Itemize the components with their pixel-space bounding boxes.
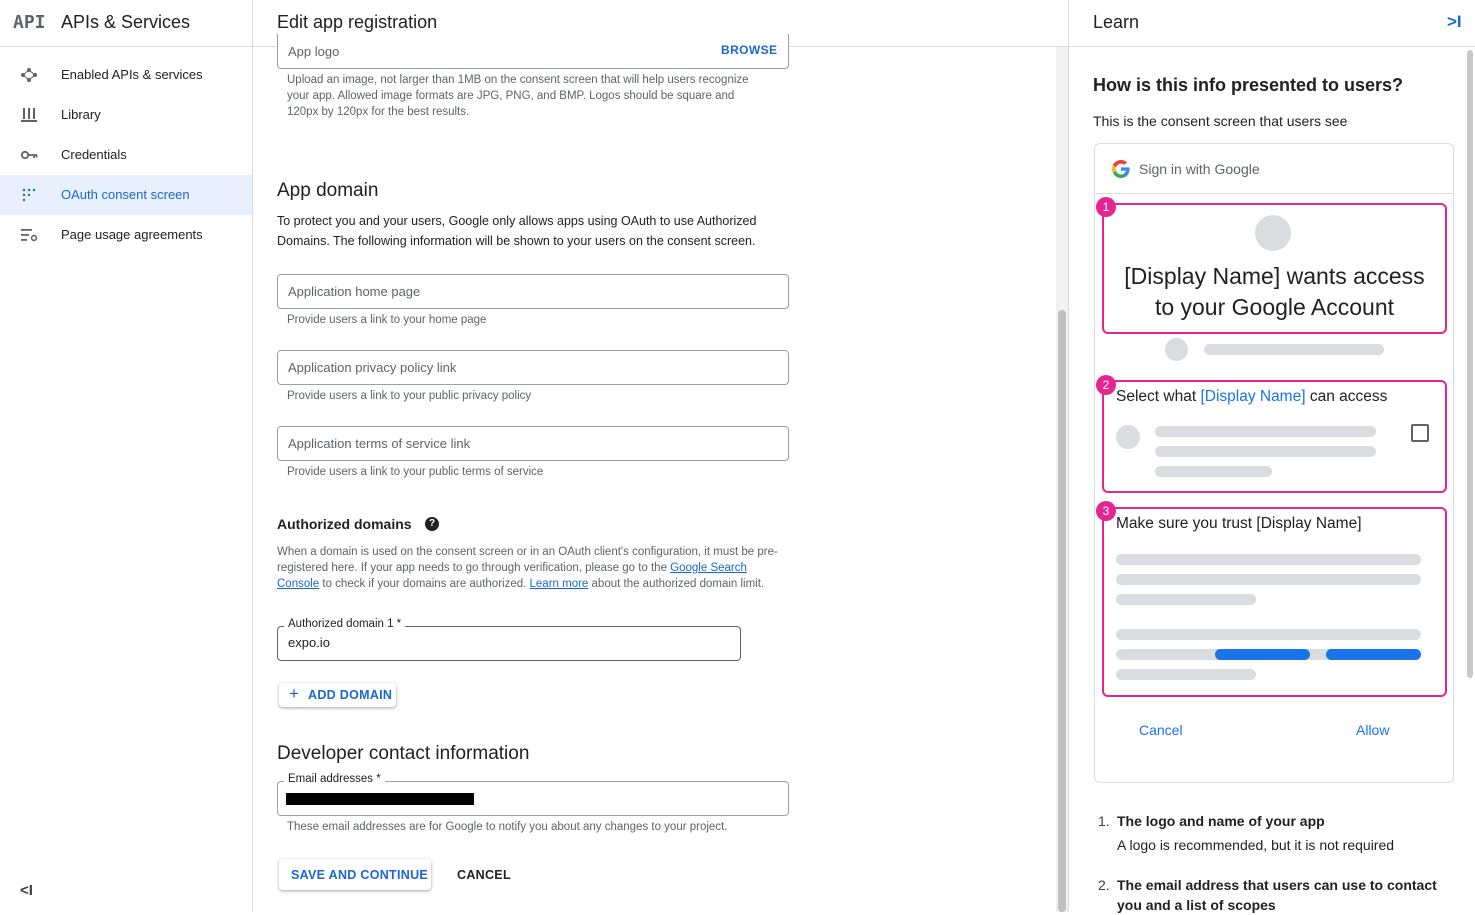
sidebar-item-oauth-consent[interactable] [0, 175, 252, 215]
redacted-email-chip [286, 793, 474, 805]
email-addresses-input[interactable] [277, 773, 789, 816]
close-panel-icon[interactable]: >I [1447, 12, 1462, 31]
learn-panel [1068, 0, 1475, 912]
privacy-link-placeholder [1215, 649, 1310, 660]
authorized-domains-description [277, 544, 792, 592]
sidebar-item-label: Page usage agreements [61, 227, 203, 242]
preview-allow-button: Allow [1356, 722, 1390, 738]
developer-contact-heading: Developer contact information [277, 743, 530, 764]
learn-header [1069, 0, 1475, 47]
checkbox-icon [1411, 424, 1429, 442]
learn-heading: How is this info presented to users? [1093, 75, 1404, 95]
save-and-continue-button[interactable] [279, 859, 431, 890]
terms-of-service-input[interactable] [277, 426, 789, 461]
placeholder-bar [1116, 629, 1421, 640]
app-logo-label: App logo [288, 44, 340, 59]
sidebar-item-enabled-apis[interactable] [0, 55, 252, 95]
settings-list-icon [20, 227, 38, 243]
logo-placeholder [1255, 215, 1291, 251]
page-title: Edit app registration [277, 12, 438, 32]
browse-button[interactable]: BROWSE [721, 43, 778, 57]
authorized-domain-input[interactable] [277, 618, 741, 661]
sidebar-item-page-usage[interactable] [0, 215, 252, 255]
terms-placeholder: Application terms of service link [288, 436, 471, 451]
email-placeholder-bar [1204, 344, 1384, 355]
scope-icon-placeholder [1116, 425, 1140, 449]
learn-more-link[interactable]: Learn more [529, 578, 589, 590]
authorized-domains-heading: Authorized domains [277, 516, 412, 532]
home-page-input[interactable] [277, 274, 789, 309]
privacy-policy-hint: Provide users a link to your public privacy policy [287, 390, 532, 402]
dots-grid-icon [20, 187, 38, 203]
signin-text: Sign in with Google [1139, 161, 1260, 177]
list-number: 2. [1098, 877, 1110, 893]
api-logo: API [13, 12, 46, 33]
sidebar-item-label: Library [61, 107, 101, 122]
list-number: 1. [1098, 813, 1110, 829]
placeholder-bar [1116, 669, 1256, 680]
sidebar [0, 0, 253, 912]
list-item-title: The email address that users can use to contact you and a list of scopes [1117, 877, 1437, 913]
authorized-domain-label: Authorized domain 1 * [284, 618, 405, 630]
home-page-placeholder: Application home page [288, 284, 421, 299]
list-item-title: The logo and name of your app [1117, 813, 1325, 829]
placeholder-bar [1155, 446, 1376, 457]
placeholder-bar [1116, 594, 1256, 605]
avatar-placeholder [1165, 338, 1188, 361]
sidebar-item-label: Credentials [61, 147, 127, 162]
learn-title: Learn [1093, 12, 1140, 32]
save-label: SAVE AND CONTINUE [291, 868, 429, 882]
placeholder-bar [1116, 554, 1421, 565]
consent-preview-card [1094, 143, 1454, 783]
app-logo-field[interactable] [277, 34, 789, 69]
trust-title: Make sure you trust [Display Name] [1116, 515, 1362, 532]
authorized-domain-value: expo.io [288, 635, 330, 650]
list-item-subtitle: A logo is recommended, but it is not required [1117, 837, 1395, 853]
sidebar-item-label: Enabled APIs & services [61, 67, 203, 82]
preview-cancel-button: Cancel [1139, 722, 1183, 738]
placeholder-bar [1155, 426, 1376, 437]
badge-3: 3 [1096, 501, 1116, 521]
description-text: about the authorized domain limit. [588, 578, 765, 590]
learn-scrollbar-thumb[interactable] [1467, 50, 1473, 678]
app-domain-heading: App domain [277, 180, 379, 201]
add-domain-label: ADD DOMAIN [308, 688, 393, 702]
scopes-title-text: can access [1305, 388, 1388, 405]
display-name-text: [Display Name] [1200, 388, 1306, 405]
sidebar-item-label: OAuth consent screen [61, 187, 190, 202]
highlight-box-trust [1102, 507, 1447, 697]
description-text: When a domain is used on the consent screen or in an OAuth client's configuration, it must be pre-registered here. If your app needs to go through verification, please go to the [277, 546, 778, 574]
cancel-button[interactable]: CANCEL [457, 868, 511, 882]
google-g-icon [1111, 159, 1131, 179]
highlight-box-scopes [1102, 380, 1447, 493]
signin-bar [1095, 144, 1453, 194]
home-page-hint: Provide users a link to your home page [287, 314, 487, 326]
hub-icon [20, 67, 38, 83]
consent-title: [Display Name] wants access to your Google Account [1124, 263, 1425, 320]
placeholder-bar [1116, 574, 1421, 585]
scopes-title [1116, 388, 1387, 406]
placeholder-bar [1155, 466, 1272, 477]
sidebar-item-credentials[interactable] [0, 135, 252, 175]
help-icon[interactable]: ? [425, 517, 439, 531]
privacy-policy-placeholder: Application privacy policy link [288, 360, 457, 375]
learn-subheading: This is the consent screen that users see [1093, 113, 1348, 129]
add-domain-button[interactable] [279, 683, 396, 707]
terms-link-placeholder [1326, 649, 1421, 660]
collapse-sidebar-icon[interactable]: <I [20, 882, 33, 899]
badge-1: 1 [1096, 197, 1116, 217]
email-addresses-label: Email addresses * [284, 773, 385, 785]
google-search-console-link[interactable]: Google Search Console [277, 562, 747, 590]
key-icon [20, 147, 38, 163]
sidebar-item-library[interactable] [0, 95, 252, 135]
terms-hint: Provide users a link to your public terms of service [287, 466, 544, 478]
app-logo-hint: Upload an image, not larger than 1MB on the consent screen that will help users recognize your app. Allowed image formats are JPG, PNG, and BMP. Logos should be square and 120px by 120px for the best results. [287, 74, 749, 118]
sidebar-header [0, 0, 252, 47]
plus-icon: + [289, 684, 300, 703]
main-panel [253, 0, 1068, 912]
scopes-title-text: Select what [1116, 388, 1201, 405]
scrollbar-thumb[interactable] [1058, 310, 1066, 912]
highlight-box-app-name [1102, 203, 1447, 334]
privacy-policy-input[interactable] [277, 350, 789, 385]
sidebar-title[interactable]: APIs & Services [61, 12, 191, 32]
library-icon [20, 107, 38, 123]
email-hint: These email addresses are for Google to notify you about any changes to your project. [287, 821, 728, 833]
badge-2: 2 [1096, 375, 1116, 395]
description-text: to check if your domains are authorized. [319, 578, 530, 590]
app-domain-description: To protect you and your users, Google only allows apps using OAuth to use Authorized Domains. The following information will be shown to your users on the consent screen. [277, 214, 757, 248]
